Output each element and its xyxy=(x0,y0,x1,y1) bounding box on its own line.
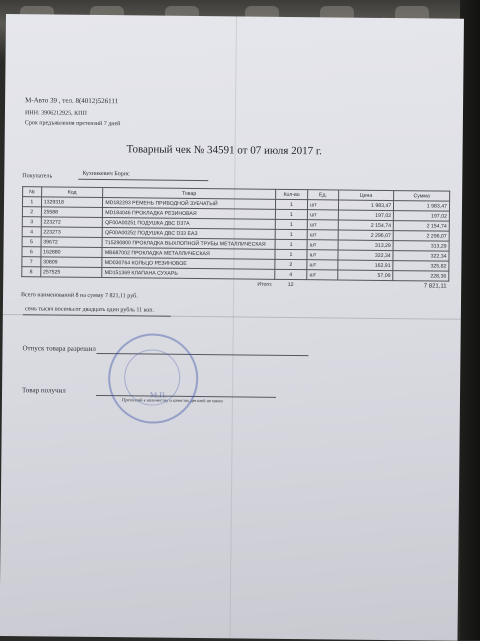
row-sum: 322,34 xyxy=(393,251,449,262)
row-sum: 313,29 xyxy=(393,241,449,252)
row-unit: шт xyxy=(307,230,337,240)
row-quantity: 4 xyxy=(275,269,307,279)
row-product: MD184046 ПРОКЛАДКА РЕЗИНОВАЯ xyxy=(103,208,276,220)
row-quantity: 1 xyxy=(275,229,307,239)
row-price: 322,34 xyxy=(337,250,393,261)
row-code: 257525 xyxy=(40,267,102,278)
column-header: Товар xyxy=(103,188,276,200)
row-price: 2 154,74 xyxy=(338,220,394,231)
claims-note: Претензий к количеству и качеству деталей не имею xyxy=(121,397,223,404)
row-sum: 2 296,07 xyxy=(393,231,449,242)
column-header: Ед. xyxy=(308,190,338,200)
buyer-underline xyxy=(78,179,208,181)
row-number: 3 xyxy=(22,217,41,227)
received-label: Товар получил xyxy=(22,386,66,395)
row-code: 223273 xyxy=(41,227,103,238)
buyer-name: Кухникевич Борис xyxy=(82,170,130,178)
total-quantity: 12 xyxy=(287,281,294,288)
seller-line: М-Авто 39 , тел. 8(4012)526111 xyxy=(25,96,119,106)
claims-period: Срок предъявления претензий 7 дней xyxy=(24,120,121,128)
row-sum: 228,36 xyxy=(393,271,449,282)
amount-in-words: семь тысяч восемьсот двадцать один рубль 11 коп. xyxy=(24,306,155,314)
seal-text: М.П. xyxy=(149,390,167,400)
row-unit: шт xyxy=(307,270,337,280)
row-code: 1329318 xyxy=(41,197,103,208)
row-code: 30809 xyxy=(41,257,103,268)
total-label: Итого: xyxy=(257,281,273,288)
row-price: 57,09 xyxy=(337,270,393,281)
row-quantity: 1 xyxy=(275,249,307,259)
row-unit: шт xyxy=(308,210,338,220)
row-unit: шт xyxy=(307,260,337,270)
row-code: 223272 xyxy=(41,217,103,228)
column-header: Сумма xyxy=(394,191,450,202)
row-price: 313,29 xyxy=(338,240,394,251)
row-sum: 1 983,47 xyxy=(394,201,450,212)
row-price: 2 296,07 xyxy=(338,230,394,241)
row-product: MD030764 КОЛЬЦО РЕЗИНОВОЕ xyxy=(102,258,275,270)
row-sum: 197,02 xyxy=(394,211,450,222)
row-number: 1 xyxy=(22,197,41,207)
row-sum: 325,82 xyxy=(393,261,449,272)
row-number: 4 xyxy=(22,227,41,237)
row-code: 25588 xyxy=(41,207,103,218)
row-number: 6 xyxy=(22,247,41,257)
inn-line: ИНН: 3906212925, КПП xyxy=(24,110,87,117)
row-unit: шт xyxy=(307,240,337,250)
row-price: 197,02 xyxy=(338,210,394,221)
document-title: Товарный чек № 34591 от 07 июля 2017 г. xyxy=(126,143,322,158)
release-label: Отпуск товара разрешил xyxy=(22,344,96,353)
row-code: 162880 xyxy=(41,247,103,258)
row-product: QF00A00251 ПОДУШКА ДВС D37A xyxy=(103,218,276,230)
row-number: 5 xyxy=(22,237,41,247)
column-header: Кол-во xyxy=(275,189,307,199)
row-unit: шт xyxy=(307,250,337,260)
row-unit: шт xyxy=(307,220,337,230)
column-header: Цена xyxy=(338,190,394,201)
row-product: 715290800 ПРОКЛАДКА ВЫХЛОПНОЙ ТРУБЫ МЕТАЛЛИЧЕСКАЯ xyxy=(102,238,275,250)
row-quantity: 1 xyxy=(275,219,307,229)
row-unit: шт xyxy=(308,200,338,210)
row-quantity: 1 xyxy=(275,239,307,249)
row-quantity: 2 xyxy=(275,259,307,269)
receipt-sheet xyxy=(0,14,464,641)
amount-underline xyxy=(23,314,171,317)
row-product: MD151369 КЛАПАНА СУХАРЬ xyxy=(102,268,275,280)
row-number: 2 xyxy=(22,207,41,217)
row-number: 7 xyxy=(22,257,41,267)
seal-stamp xyxy=(108,333,199,424)
row-code: 39672 xyxy=(41,237,103,248)
items-count-line: Всего наименований 8 на сумму 7 821,11 руб. xyxy=(21,292,138,300)
column-header: Код xyxy=(41,187,103,198)
goods-table xyxy=(21,186,450,290)
buyer-label: Покупатель xyxy=(22,173,53,180)
row-product: QF00A00252 ПОДУШКА ДВС D33 ЕАЗ xyxy=(102,228,275,240)
row-quantity: 1 xyxy=(275,199,307,209)
row-quantity: 1 xyxy=(275,209,307,219)
row-sum: 2 154,74 xyxy=(393,221,449,232)
column-header: № xyxy=(23,187,42,197)
row-product: MB687002 ПРОКЛАДКА МЕТАЛЛИЧЕСКАЯ xyxy=(102,248,275,260)
row-number: 8 xyxy=(22,267,41,277)
row-price: 162,91 xyxy=(337,260,393,271)
paper-fold xyxy=(229,16,237,638)
row-product: MD182293 РЕМЕНЬ ПРИВОДНОЙ ЗУБЧАТЫЙ xyxy=(103,198,276,210)
row-price: 1 983,47 xyxy=(338,200,394,211)
total-sum: 7 821,11 xyxy=(423,282,447,290)
